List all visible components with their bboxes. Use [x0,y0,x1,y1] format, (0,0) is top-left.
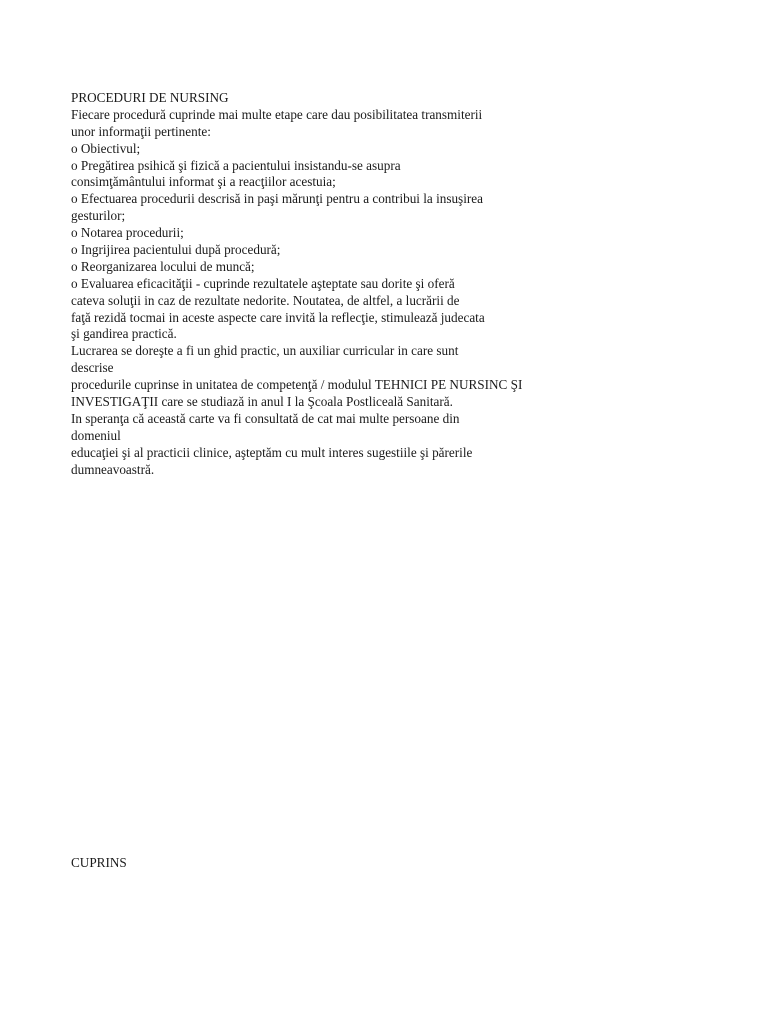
document-body [71,90,571,478]
text-line: educaţiei şi al practicii clinice, aşteptăm cu mult interes sugestiile şi părerile [71,444,473,460]
text-line: In speranţa că această carte va fi consultată de cat mai multe persoane din [71,410,460,426]
text-line: gesturilor; [71,208,126,224]
text-line: domeniul [71,427,121,443]
contents-heading: CUPRINS [71,855,127,870]
list-item: o Ingrijirea pacientului după procedură; [71,242,281,258]
list-item: o Reorganizarea locului de muncă; [71,258,255,274]
text-line: Lucrarea se doreşte a fi un ghid practic, un auxiliar curricular in care sunt [71,343,459,359]
list-item: o Notarea procedurii; [71,225,184,241]
document-title: PROCEDURI DE NURSING [71,90,229,105]
text-line: cateva soluţii in caz de rezultate nedorite. Noutatea, de altfel, a lucrării de [71,292,460,308]
text-line: descrise [71,360,114,376]
list-item: o Efectuarea procedurii descrisă in paşi mărunţi pentru a contribui la insuşirea [71,191,483,207]
list-item: o Pregătirea psihică şi fizică a pacientului insistandu-se asupra [71,157,401,173]
text-line: INVESTIGAŢII care se studiază in anul I la Şcoala Postliceală Sanitară. [71,394,453,410]
text-line: procedurile cuprinse in unitatea de competenţă / modulul TEHNICI PE NURSINC ŞI [71,377,523,393]
text-line: şi gandirea practică. [71,326,177,342]
list-item: o Obiectivul; [71,140,141,156]
text-line: unor informaţii pertinente: [71,123,211,139]
text-line: faţă rezidă tocmai in aceste aspecte care invită la reflecţie, stimulează judecata [71,309,485,325]
text-line: consimţământului informat şi a reacţiilor acestuia; [71,174,336,190]
text-line: dumneavoastră. [71,461,155,477]
text-line: Fiecare procedură cuprinde mai multe etape care dau posibilitatea transmiterii [71,106,483,122]
list-item: o Evaluarea eficacităţii - cuprinde rezultatele aşteptate sau dorite şi oferă [71,275,455,291]
